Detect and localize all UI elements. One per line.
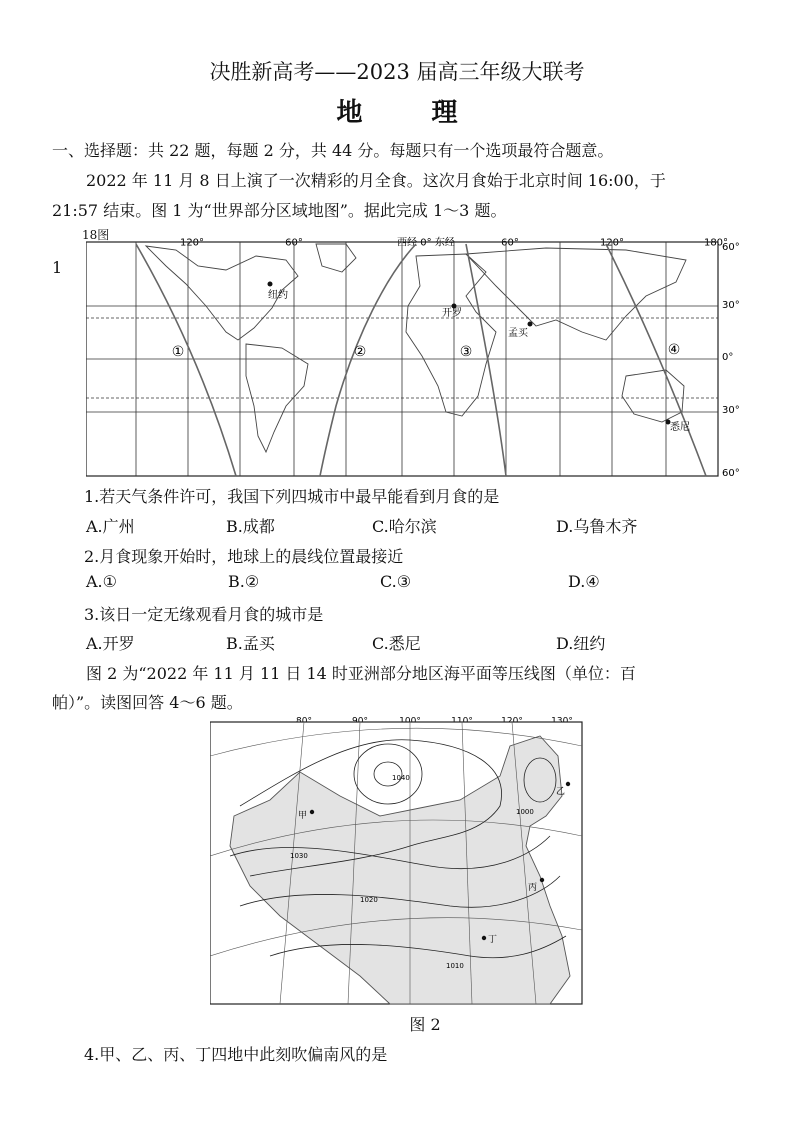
map1-top-tick: 60° (285, 237, 303, 249)
city-mumbai-label: 孟买 (508, 328, 528, 339)
isobar-label: 1010 (446, 962, 464, 970)
city-cairo-label: 开罗 (442, 308, 462, 319)
q2-option: B.② (228, 572, 260, 591)
place-jia-dot (310, 810, 314, 814)
terminator-marker-4: ④ (667, 342, 681, 358)
map1-top-tick: 120° (599, 237, 625, 249)
q3-option: D.纽约 (556, 634, 606, 653)
q2-option: A.① (86, 572, 117, 591)
q3-stem: 3.该日一定无缘观看月食的城市是 (84, 605, 324, 624)
intro1-line2: 21:57 结束。图 1 为“世界部分区域地图”。据此完成 1～3 题。 (52, 201, 507, 220)
isobar-label: 1040 (392, 774, 410, 782)
q1-option: D.乌鲁木齐 (556, 517, 638, 536)
q3-option: A.开罗 (86, 634, 135, 653)
map1-right-tick: 0° (722, 352, 734, 363)
place-yi-dot (566, 782, 570, 786)
isobar-label: 1020 (360, 896, 378, 904)
figure2-caption: 图 2 (409, 1015, 441, 1034)
q4-stem: 4.甲、乙、丙、丁四地中此刻吹偏南风的是 (84, 1045, 388, 1064)
q1-stem: 1.若天气条件许可，我国下列四城市中最早能看到月食的是 (84, 487, 500, 506)
terminator-marker-3: ③ (459, 344, 473, 360)
terminator-marker-1: ① (171, 344, 185, 360)
map1-right-tick: 60° (722, 468, 740, 479)
map1-top-tick: 180° (703, 237, 729, 249)
isobar-label: 1000 (516, 808, 534, 816)
world-map-figure1 (86, 236, 766, 482)
place-ding-dot (482, 936, 486, 940)
q3-option: C.悉尼 (372, 634, 421, 653)
city-sydney-label: 悉尼 (670, 422, 690, 433)
q2-stem: 2.月食现象开始时，地球上的晨线位置最接近 (84, 547, 404, 566)
place-bing-dot (540, 878, 544, 882)
q2-option: C.③ (380, 572, 412, 591)
q3-option: B.孟买 (226, 634, 275, 653)
q1-option: A.广州 (86, 517, 135, 536)
city-newyork-label: 纽约 (268, 290, 288, 301)
intro2-line2: 帕）”。读图回答 4～6 题。 (52, 693, 243, 712)
exam-title: 决胜新高考——2023 届高三年级大联考 (209, 60, 585, 84)
q1-option: C.哈尔滨 (372, 517, 437, 536)
subject-title: 地 理 (336, 98, 488, 128)
place-yi-label: 乙 (556, 787, 566, 797)
city-mumbai-dot (528, 322, 533, 327)
section-heading: 一、选择题：共 22 题，每题 2 分，共 44 分。每题只有一个选项最符合题意。 (52, 141, 614, 160)
city-newyork-dot (268, 282, 273, 287)
map1-top-tick: 60° (501, 237, 519, 249)
isobar-label: 1030 (290, 852, 308, 860)
q2-option: D.④ (568, 572, 600, 591)
map1-right-tick: 30° (722, 300, 740, 311)
map1-right-tick: 60° (722, 242, 740, 253)
place-ding-label: 丁 (488, 935, 498, 945)
figure1-side-label: 1 (52, 258, 63, 277)
q1-option: B.成都 (226, 517, 275, 536)
map1-top-tick: 西经 0° 东经 (397, 237, 455, 249)
place-bing-label: 丙 (528, 883, 538, 893)
map1-top-tick: 120° (179, 237, 205, 249)
figure1-top-label: 18图 (82, 228, 110, 242)
intro1-line1: 2022 年 11 月 8 日上演了一次精彩的月全食。这次月食始于北京时间 16:00，于 (86, 171, 666, 190)
isobar-map-figure2 (210, 716, 594, 1008)
map1-right-tick: 30° (722, 405, 740, 416)
terminator-marker-2: ② (353, 344, 367, 360)
place-jia-label: 甲 (298, 811, 308, 821)
intro2-line1: 图 2 为“2022 年 11 月 11 日 14 时亚洲部分地区海平面等压线图（单位：百 (86, 664, 636, 683)
